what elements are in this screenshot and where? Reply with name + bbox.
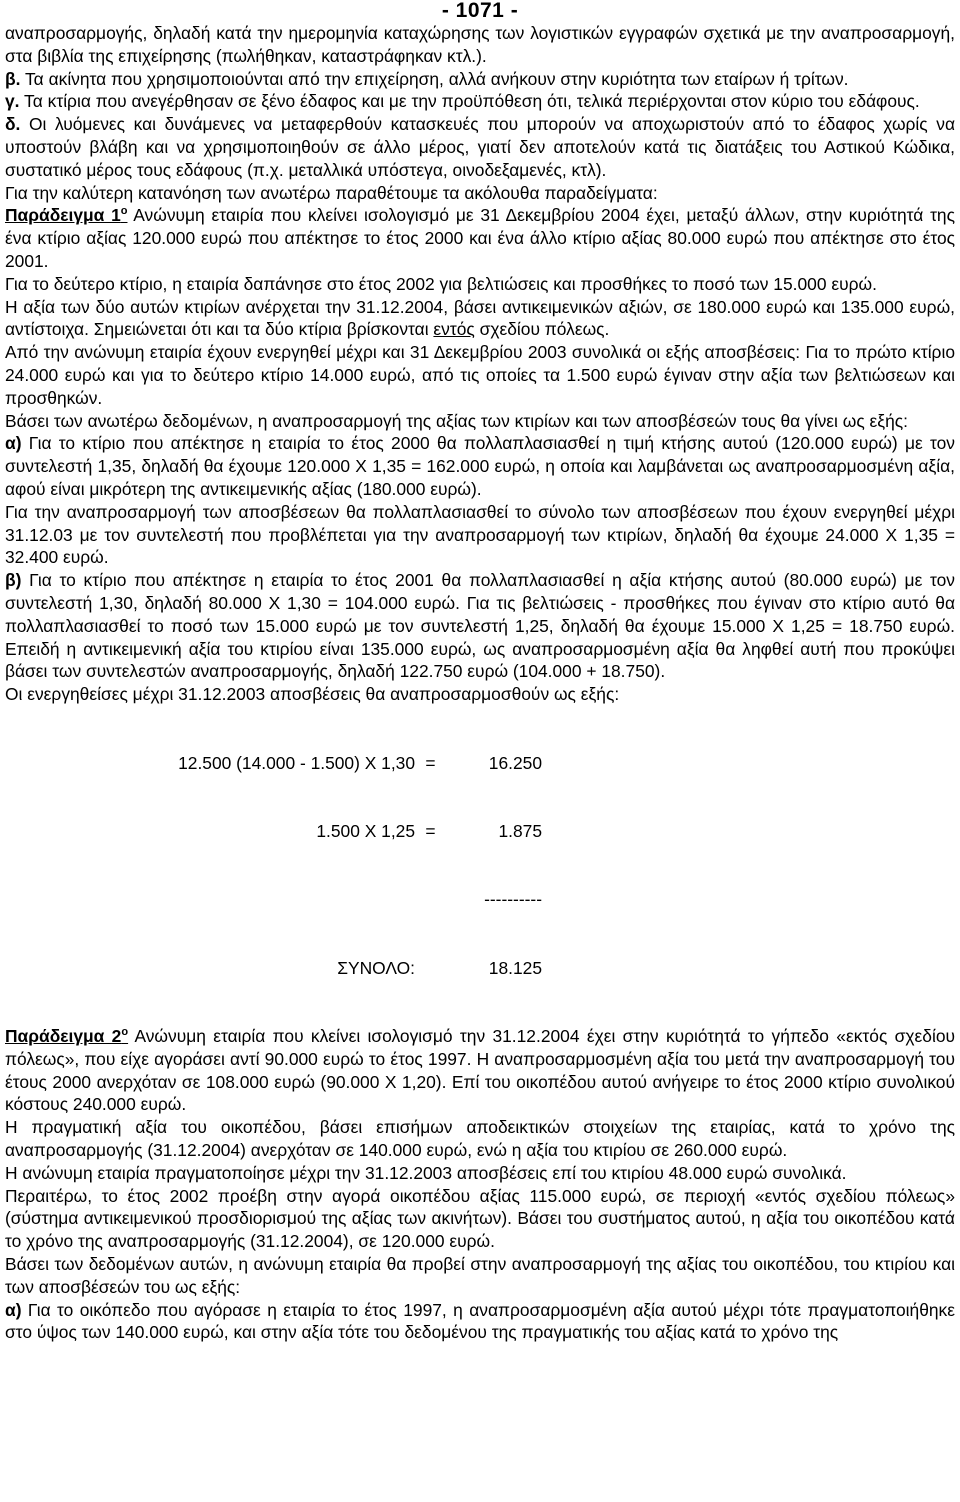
paragraph-text: Η πραγματική αξία του οικοπέδου, βάσει επισήμων αποδεικτικών στοιχείων της εταιρίας, κατά το χρόνο της αναπροσαρμογής (31.12.2004) ανερχόταν σε 140.000 ευρώ, ενώ η αξία του κτιρίου σε 260.000 ευρώ. xyxy=(5,1117,955,1161)
list-marker: δ. xyxy=(5,114,21,135)
calc-expression: 1.500 Χ 1,25 xyxy=(316,820,415,841)
calc-result: 1.875 xyxy=(498,820,542,841)
example-1 xyxy=(5,204,955,272)
paragraph xyxy=(5,296,955,342)
calc-total-row xyxy=(148,957,955,980)
depreciation-calculation xyxy=(148,706,955,1025)
paragraph-text: Για την καλύτερη κατανόηση των ανωτέρω παραθέτουμε τα ακόλουθα παραδείγματα: xyxy=(5,182,658,203)
list-item-b xyxy=(5,68,955,91)
calc-equals: = xyxy=(425,752,436,773)
example-1-heading xyxy=(5,205,127,225)
calc-total-value: 18.125 xyxy=(488,957,542,978)
calc-total-label: ΣΥΝΟΛΟ: xyxy=(337,957,415,978)
paragraph-text: Από την ανώνυμη εταιρία έχουν ενεργηθεί μέχρι και 31 Δεκεμβρίου 2003 συνολικά οι εξής αποσβέσεις: Για το πρώτο κτίριο 24.000 ευρώ και για το δεύτερο κτίριο 14.000 ευρώ, από τις οποίες τα 1.500 ευρώ έγιναν στην αξία των βελτιώσεων και προσθηκών. xyxy=(5,342,955,408)
paragraph-text: Βάσει των ανωτέρω δεδομένων, η αναπροσαρμογή της αξίας των κτιρίων και των αποσβέσεών τους θα γίνει ως εξής: xyxy=(5,410,908,431)
list-item-text: Τα ακίνητα που χρησιμοποιούνται από την επιχείρηση, αλλά ανήκουν στην κυριότητα των εταίρων ή τρίτων. xyxy=(20,68,849,89)
list-item-c xyxy=(5,90,955,113)
paragraph xyxy=(5,341,955,409)
ordinal-superscript: ο xyxy=(120,205,128,218)
calc-row xyxy=(148,820,955,843)
paragraph xyxy=(5,273,955,296)
case-a xyxy=(5,432,955,500)
list-item-text: Οι λυόμενες και δυνάμενες να μεταφερθούν κατασκευές που μπορούν να αποχωριστούν από το έδαφος χωρίς να υποστούν βλάβη και να χρησιμοποιηθούν σε άλλο μέρος, γιατί δεν αποτελούν κατά τις διατάξεις του Αστικού Κώδικα, συστατικό μέρος τους εδάφους (π.χ. μεταλλικά υπόστεγα, οινοδεξαμενές, κτλ). xyxy=(5,114,955,180)
list-marker: β. xyxy=(5,68,21,89)
paragraph-text: Η ανώνυμη εταιρία πραγματοποίησε μέχρι την 31.12.2003 αποσβέσεις επί του κτιρίου 48.000 ευρώ συνολικά. xyxy=(5,1162,847,1183)
paragraph-text: Η αξία των δύο αυτών κτιρίων ανέρχεται την 31.12.2004, βάσει αντικειμενικών αξιών, σε 180.000 ευρώ και 135.000 ευρώ, αντίστοιχα. Σημειώνεται ότι και τα δύο κτίρια βρίσκονται xyxy=(5,296,955,340)
paragraph-text: Οι ενεργηθείσες μέχρι 31.12.2003 αποσβέσεις θα αναπροσαρμοσθούν ως εξής: xyxy=(5,684,620,705)
case-marker: α) xyxy=(5,1299,22,1320)
underlined-word: εντός xyxy=(433,319,475,340)
calc-row xyxy=(148,752,955,775)
paragraph-text: Για το δεύτερο κτίριο, η εταιρία δαπάνησε στο έτος 2002 για βελτιώσεις και προσθήκες το ποσό των 15.000 ευρώ. xyxy=(5,273,877,294)
case-b xyxy=(5,569,955,683)
calc-row xyxy=(148,888,955,911)
list-item-text: Τα κτίρια που ανεγέρθησαν σε ξένο έδαφος και με την προϋπόθεση ότι, τελικά περιέρχονται στον κύριο του εδάφους. xyxy=(19,91,920,112)
paragraph xyxy=(5,501,955,569)
example-text: Ανώνυμη εταιρία που κλείνει ισολογισμό την 31.12.2004 έχει στην κυριότητά το γήπεδο «εκτός σχεδίου πόλεως», που είχε αγοράσει αντί 90.000 ευρώ το έτος 1997. Η αναπροσαρμοσμένη αξία του μετά την αναπροσαρμογή του έτους 2000 ανερχόταν σε 108.000 ευρώ (90.000 Χ 1,20). Επί του οικοπέδου αυτού ανήγειρε το έτος 2000 κτίριο συνολικού κόστους 240.000 ευρώ. xyxy=(5,1026,955,1115)
example-label: Παράδειγμα 1 xyxy=(5,205,121,226)
calc-spacer xyxy=(415,957,446,980)
list-item-d xyxy=(5,113,955,181)
paragraph xyxy=(5,683,955,706)
paragraph-text: Βάσει των δεδομένων αυτών, η ανώνυμη εταιρία θα προβεί στην αναπροσαρμογή της αξίας του οικοπέδου, του κτιρίου και των αποσβέσεών του ως εξής: xyxy=(5,1254,955,1297)
paragraph xyxy=(5,1162,955,1185)
paragraph-text: Για την αναπροσαρμογή των αποσβέσεων θα πολλαπλασιασθεί το σύνολο των αποσβέσεων που έχουν ενεργηθεί μέχρι 31.12.03 με τον συντελεστή που προβλέπεται για την αναπροσαρμογή των κτιρίων, δηλαδή θα έχουμε 24.000 Χ 1,35 = 32.400 ευρώ. xyxy=(5,501,955,568)
case-marker: α) xyxy=(5,433,22,454)
paragraph xyxy=(5,1185,955,1253)
ordinal-superscript: ο xyxy=(121,1026,129,1039)
calc-equals: = xyxy=(425,820,436,841)
case-a-land xyxy=(5,1299,955,1345)
example-text: Ανώνυμη εταιρία που κλείνει ισολογισμό με 31 Δεκεμβρίου 2004 έχει, μεταξύ άλλων, στην κυριότητά της ένα κτίριο αξίας 120.000 ευρώ που απέκτησε το έτος 2000 και ένα άλλο κτίριο αξίας 80.000 ευρώ που απέκτησε στο έτος 2001. xyxy=(5,205,955,271)
paragraph-text: σχεδίου πόλεως. xyxy=(474,319,610,340)
calc-result: 16.250 xyxy=(488,752,542,773)
paragraph xyxy=(5,1116,955,1162)
paragraph-text: Για το κτίριο που απέκτησε η εταιρία το έτος 2001 θα πολλαπλασιασθεί η αξία κτήσης αυτού (80.000 ευρώ) με τον συντελεστή 1,30, δηλαδή 80.000 Χ 1,30 = 104.000 ευρώ. Για τις βελτιώσεις - προσθήκες που έγιναν στο κτίριο αυτό θα πολλαπλασιασθεί το ποσό των 15.000 ευρώ με τον συντελεστή 1,25, δηλαδή θα έχουμε 15.000 Χ 1,25 = 18.750 ευρώ. Επειδή η αντικειμενική αξία του κτιρίου είναι 135.000 ευρώ, ως αναπροσαρμοσμένη αξία θα ληφθεί αυτή που προκύψει βάσει των συντελεστών αναπροσαρμογής, δηλαδή 122.750 ευρώ (104.000 + 18.750). xyxy=(5,570,955,682)
list-marker: γ. xyxy=(5,91,20,112)
paragraph xyxy=(5,410,955,433)
intro-paragraph xyxy=(5,182,955,205)
paragraph-text: Περαιτέρω, το έτος 2002 προέβη στην αγορά οικοπέδου αξίας 115.000 ευρώ, σε περιοχή «εντός σχεδίου πόλεως» (σύστημα αντικειμενικού προσδιορισμού της αξίας των ακινήτων). Βάσει του συστήματος αυτού, η αξία του οικοπέδου κατά το χρόνο της αναπροσαρμογής (31.12.2004), σε 120.000 ευρώ. xyxy=(5,1185,955,1252)
paragraph-text: Για το κτίριο που απέκτησε η εταιρία το έτος 2000 θα πολλαπλασιασθεί η τιμή κτήσης αυτού (120.000 ευρώ) με τον συντελεστή 1,35, δηλαδή θα έχουμε 120.000 Χ 1,35 = 162.000 ευρώ, η οποία και λαμβάνεται ως αναπροσαρμοσμένη αξία, αφού είναι μικρότερη της αντικειμενικής αξίας (180.000 ευρώ). xyxy=(5,433,955,499)
paragraph xyxy=(5,1253,955,1299)
paragraph-text: αναπροσαρμογής, δηλαδή κατά την ημερομηνία καταχώρησης των λογιστικών εγγραφών σχετικά με την αναπροσαρμογή, στα βιβλία της επιχείρησης (πωλήθηκαν, καταστράφηκαν κτλ.). xyxy=(5,23,955,66)
paragraph-continuation xyxy=(5,22,955,68)
example-label: Παράδειγμα 2 xyxy=(5,1026,122,1047)
calc-expression: 12.500 (14.000 - 1.500) Χ 1,30 xyxy=(178,752,415,773)
calc-separator: ---------- xyxy=(484,889,542,910)
paragraph-text: Για το οικόπεδο που αγόρασε η εταιρία το έτος 1997, η αναπροσαρμοσμένη αξία αυτού μέχρι τότε πραγματοποιήθηκε στο ύψος των 140.000 ευρώ, και στην αξία τότε του δεδομένου της πραγματικής του αξίας κατά το χρόνο της xyxy=(5,1299,955,1343)
case-marker: β) xyxy=(5,570,22,591)
example-2 xyxy=(5,1025,955,1116)
example-2-heading xyxy=(5,1026,128,1046)
page-number: - 1071 - xyxy=(441,0,519,22)
